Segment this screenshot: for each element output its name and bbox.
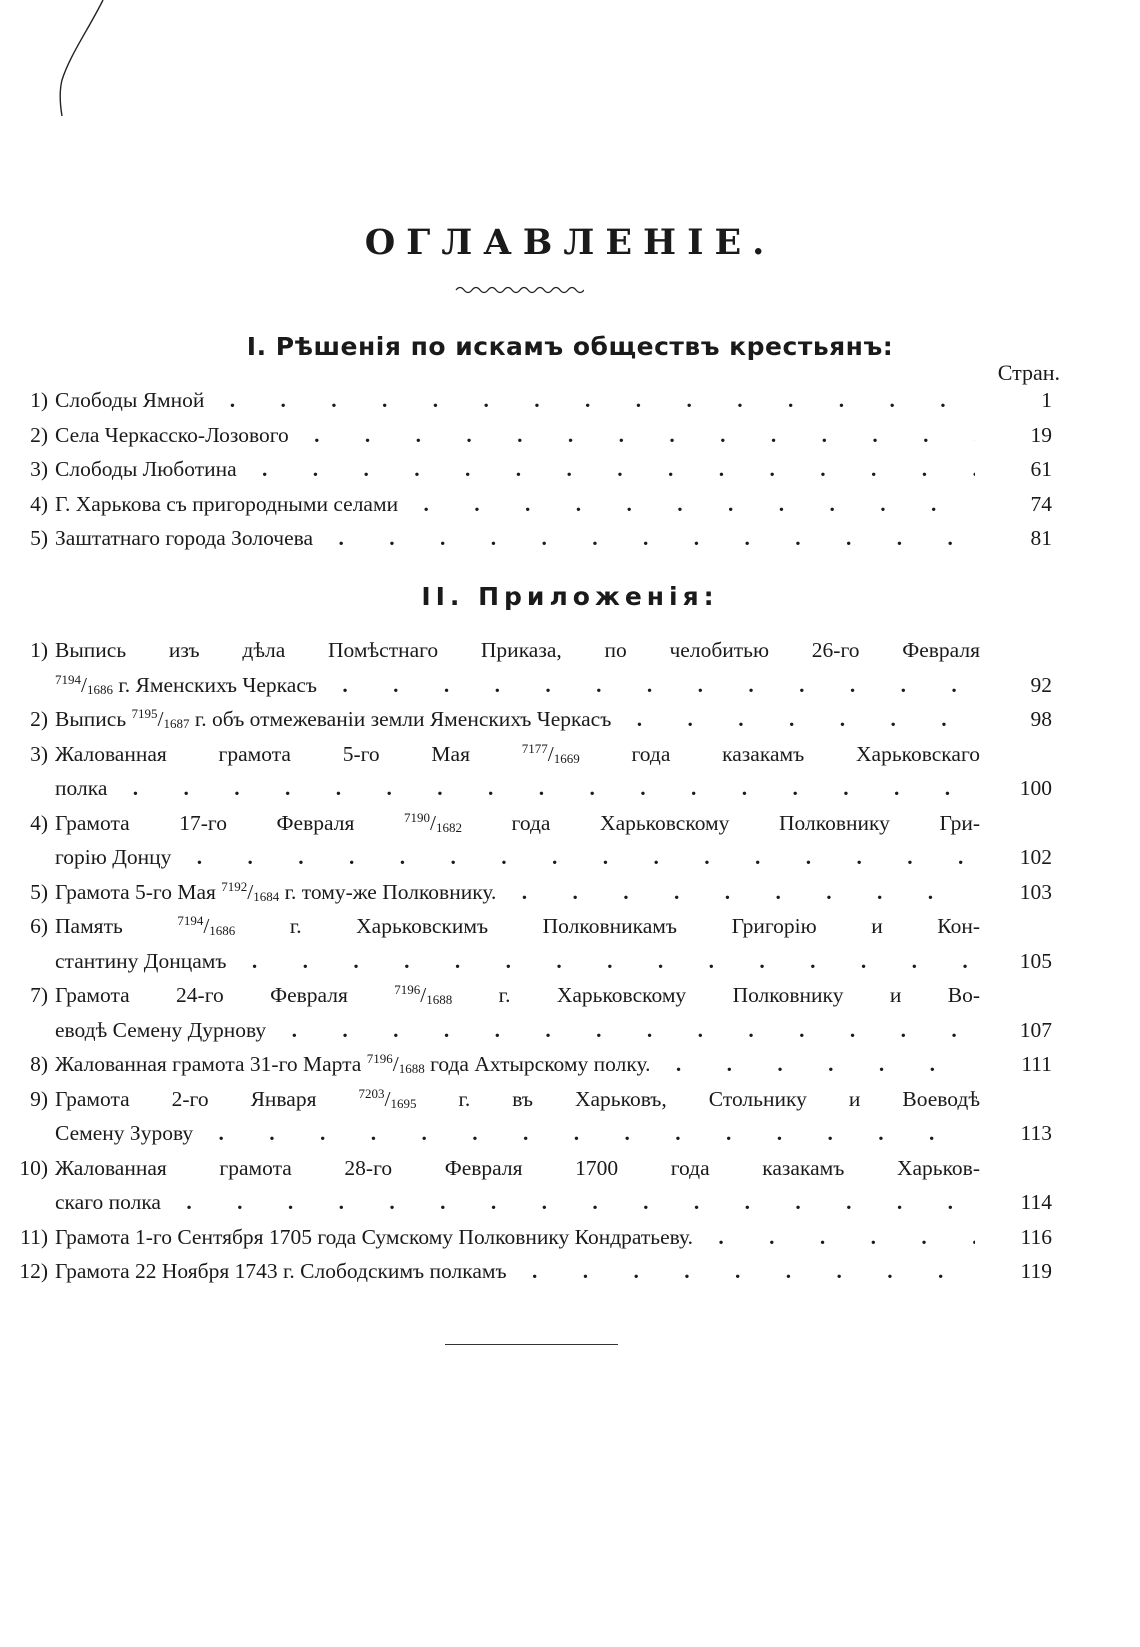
entry-page-number: 92 bbox=[1030, 672, 1052, 697]
entry-number: 9) bbox=[30, 1086, 48, 1111]
entry-page-number: 74 bbox=[1030, 491, 1052, 516]
entry-number: 12) bbox=[19, 1259, 48, 1283]
entry-title-line: Выпись изъ дѣла Помѣстнаго Приказа, по челобитью 26-го Февраля bbox=[55, 638, 980, 662]
entry-title-line: Семену Зурову . . . bbox=[55, 1116, 975, 1151]
entry-title-line: Жалованная грамота 5-го Мая $^{7177}/_{1669}$ года казакамъ Харьковскаго bbox=[55, 740, 980, 766]
entry-page-number: 19 bbox=[1030, 422, 1052, 447]
entry-number: 2) bbox=[30, 707, 48, 731]
end-rule-divider bbox=[445, 1344, 618, 1348]
entry-title-line: полка . . . bbox=[55, 771, 975, 806]
entry-title: Г. Харькова съ пригородными селами . . . bbox=[55, 487, 975, 522]
entry-title-line: еводѣ Семену Дурнову . . . bbox=[55, 1013, 975, 1048]
entry-page-number: 98 bbox=[1030, 707, 1052, 731]
title-ornament-wavy-rule bbox=[454, 282, 584, 296]
toc-entry[interactable] bbox=[0, 909, 1140, 978]
entry-title-line: скаго полка . . . bbox=[55, 1185, 975, 1220]
entry-title: Слободы Люботина . . . bbox=[55, 452, 975, 487]
entry-title-line: Выпись $^{7195}/_{1687}$ г. объ отмежеваніи земли Яменскихъ Черкасъ . . . bbox=[55, 702, 975, 737]
entry-page-number: 61 bbox=[1030, 457, 1052, 481]
entry-page-number: 119 bbox=[1020, 1259, 1052, 1283]
toc-entry[interactable] bbox=[0, 1220, 1140, 1255]
entry-title: Села Черкасско-Лозового . . . bbox=[55, 418, 975, 453]
entry-title-line: Грамота 24-го Февраля $^{7196}/_{1688}$ г. Харьковскому Полковнику и Во- bbox=[55, 982, 980, 1007]
entry-title-line: горію Донцу . . . bbox=[55, 840, 975, 875]
toc-entry[interactable] bbox=[0, 1254, 1140, 1289]
entry-title-line: Память $^{7194}/_{1686}$ г. Харьковскимъ Полковникамъ Григорію и Кон- bbox=[55, 913, 980, 938]
entry-title-line: Грамота 17-го Февраля $^{7190}/_{1682}$ года Харьковскому Полковнику Гри- bbox=[55, 809, 980, 835]
entry-page-number: 116 bbox=[1020, 1224, 1052, 1249]
entry-number: 5) bbox=[30, 526, 48, 550]
toc-entry[interactable] bbox=[0, 978, 1140, 1047]
entry-title-line: Жалованная грамота 28-го Февраля 1700 года казакамъ Харьков- bbox=[55, 1155, 980, 1180]
entry-title-line: Грамота 2-го Января $^{7203}/_{1695}$ г. въ Харьковъ, Стольнику и Воеводѣ bbox=[55, 1085, 981, 1111]
toc-entry[interactable] bbox=[0, 418, 1140, 453]
entry-number: 3) bbox=[30, 741, 48, 766]
entry-number: 4) bbox=[30, 810, 48, 835]
entry-title: Слободы Ямной . . . bbox=[55, 383, 975, 418]
section-heading-resolutions: I. Рѣшенія по искамъ обществъ крестьянъ: bbox=[246, 332, 894, 361]
toc-entry[interactable] bbox=[0, 737, 1140, 806]
toc-entry[interactable] bbox=[0, 633, 1140, 702]
entry-number: 6) bbox=[30, 914, 48, 938]
entry-page-number: 102 bbox=[1019, 845, 1052, 869]
entry-number: 8) bbox=[30, 1052, 48, 1076]
section-heading-appendices: II. Приложенія: bbox=[421, 582, 719, 611]
entry-page-number: 114 bbox=[1020, 1190, 1052, 1214]
toc-entry[interactable] bbox=[0, 1082, 1140, 1151]
toc-entry[interactable] bbox=[0, 806, 1140, 875]
toc-entry[interactable] bbox=[0, 1151, 1140, 1220]
toc-section-appendices bbox=[0, 633, 1140, 1289]
entry-number: 5) bbox=[30, 879, 48, 904]
page-column-label: Стран. bbox=[997, 360, 1060, 385]
entry-number: 11) bbox=[20, 1224, 48, 1249]
entry-page-number: 107 bbox=[1019, 1017, 1052, 1042]
toc-entry[interactable] bbox=[0, 383, 1140, 418]
entry-page-number: 113 bbox=[1020, 1121, 1052, 1145]
toc-entry[interactable] bbox=[0, 452, 1140, 487]
toc-section-resolutions bbox=[0, 383, 1140, 556]
toc-entry[interactable] bbox=[0, 487, 1140, 522]
entry-title-line: Жалованная грамота 31-го Марта $^{7196}/_{1688}$ года Ахтырскому полку. . . . bbox=[55, 1047, 975, 1082]
entry-number: 1) bbox=[30, 638, 48, 662]
margin-pen-stroke bbox=[0, 0, 120, 130]
entry-number: 4) bbox=[30, 491, 48, 516]
entry-number: 1) bbox=[30, 388, 48, 412]
entry-title-line: $^{7194}/_{1686}$ г. Яменскихъ Черкасъ . . . bbox=[55, 668, 975, 703]
entry-number: 7) bbox=[30, 983, 48, 1007]
entry-page-number: 100 bbox=[1019, 776, 1052, 800]
entry-title-line: Грамота 1-го Сентября 1705 года Сумскому Полковнику Кондратьеву. . . . bbox=[55, 1220, 975, 1255]
entry-title-line: стантину Донцамъ . . . bbox=[55, 944, 975, 979]
toc-entry[interactable] bbox=[0, 702, 1140, 737]
toc-entry[interactable] bbox=[0, 521, 1140, 556]
entry-page-number: 105 bbox=[1019, 948, 1052, 973]
entry-title: Заштатнаго города Золочева . . . bbox=[55, 521, 975, 556]
toc-entry[interactable] bbox=[0, 875, 1140, 910]
entry-number: 2) bbox=[30, 422, 48, 447]
entry-number: 10) bbox=[19, 1155, 48, 1180]
entry-page-number: 81 bbox=[1030, 526, 1052, 550]
toc-entry[interactable] bbox=[0, 1047, 1140, 1082]
entry-page-number: 103 bbox=[1019, 879, 1052, 904]
entry-number: 3) bbox=[30, 457, 48, 481]
entry-page-number: 111 bbox=[1021, 1052, 1052, 1076]
entry-title-line: Грамота 5-го Мая $^{7192}/_{1684}$ г. тому-же Полковнику. . . . bbox=[55, 875, 975, 910]
entry-page-number: 1 bbox=[1041, 388, 1052, 412]
page-title: ОГЛАВЛЕНIЕ. bbox=[364, 222, 776, 263]
entry-title-line: Грамота 22 Ноября 1743 г. Слободскимъ полкамъ . . . bbox=[55, 1254, 975, 1289]
